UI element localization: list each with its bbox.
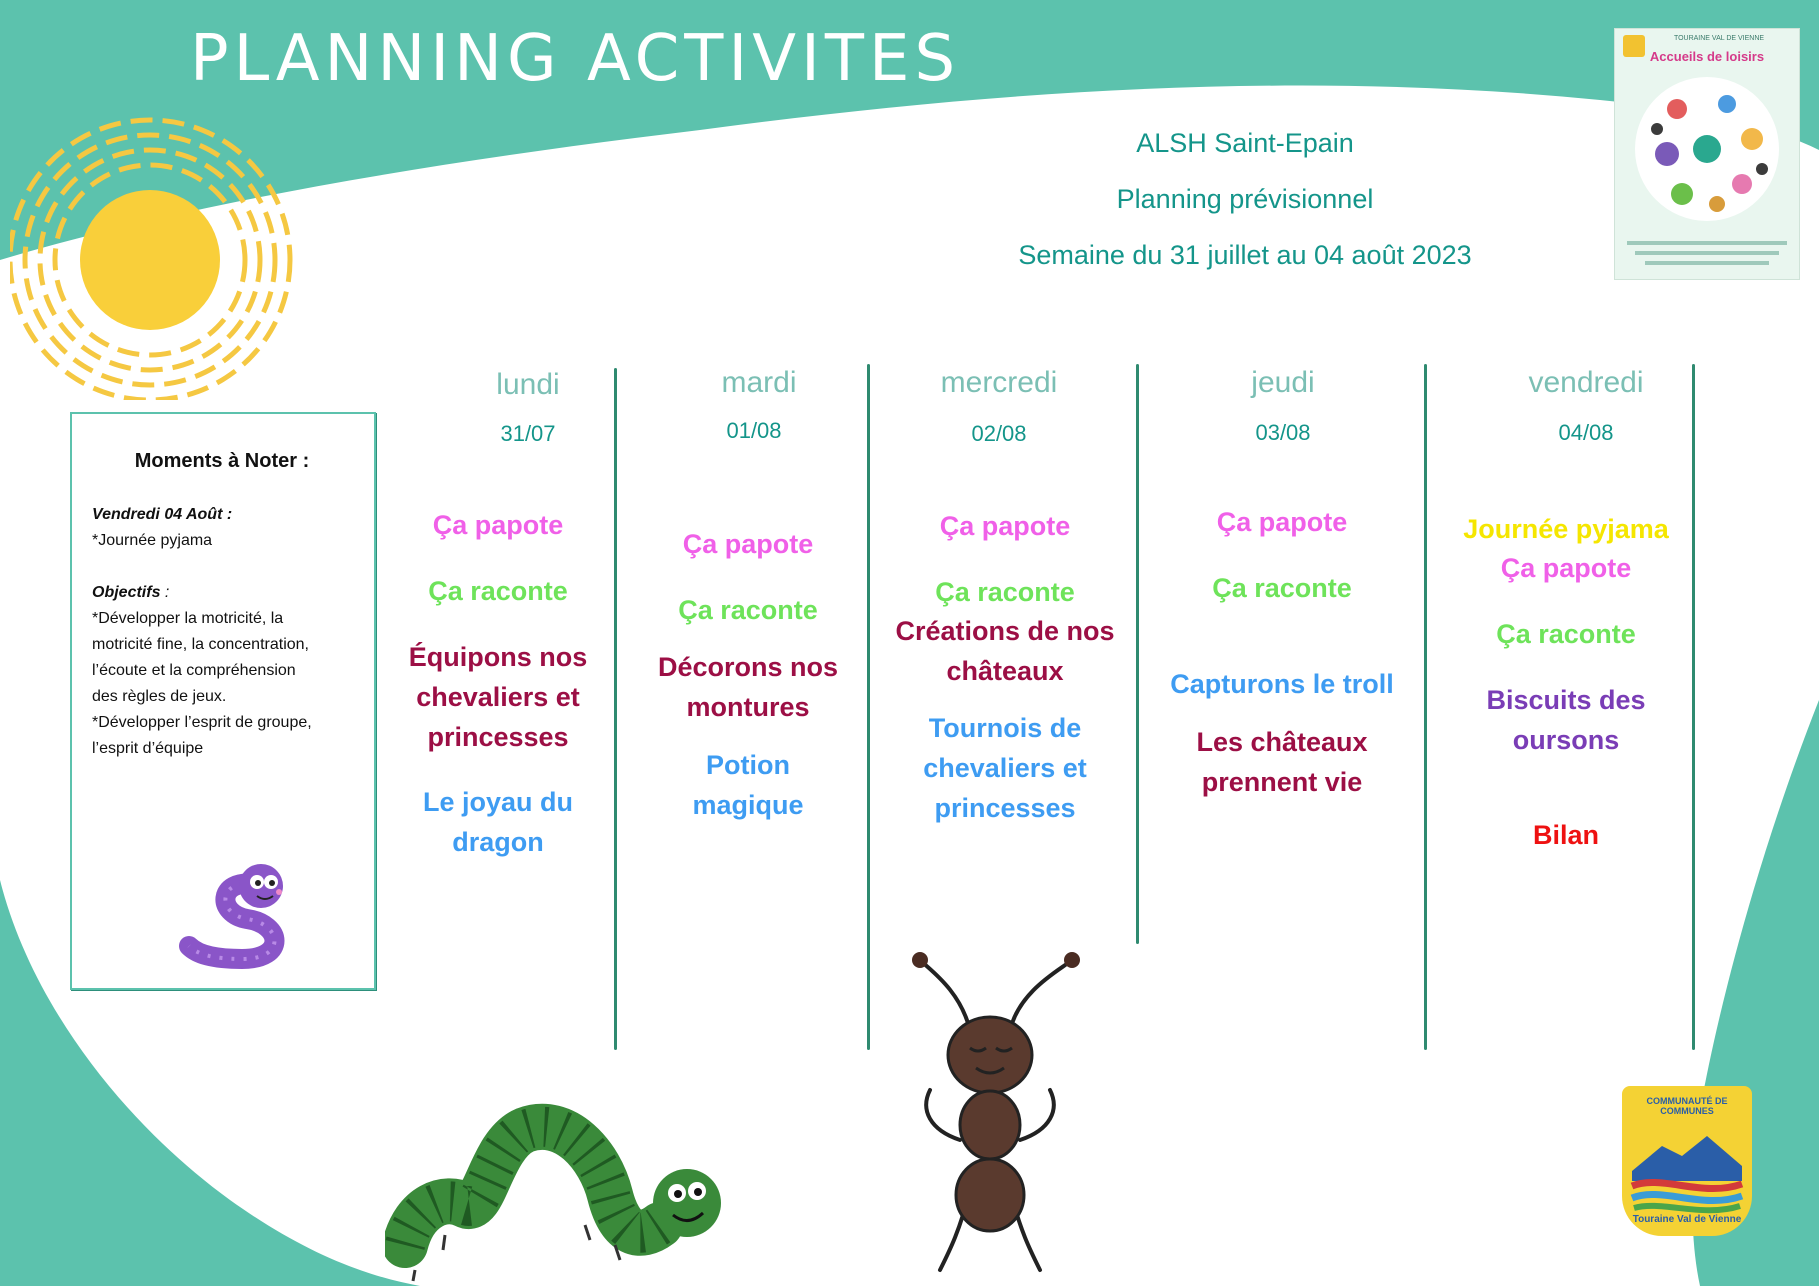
activity: Journée pyjama [1463, 514, 1669, 544]
center-name: ALSH Saint-Epain [1136, 128, 1354, 158]
planning-subtitle: Planning prévisionnel [1116, 184, 1374, 214]
notes-event-heading: Vendredi 04 Août : [92, 506, 233, 523]
activity: Biscuits des oursons [1486, 685, 1646, 755]
column-divider [1692, 364, 1695, 1050]
column-divider [1136, 364, 1139, 944]
notes-objectives-colon: : [160, 584, 170, 601]
activity: Tournois de chevaliers et princesses [923, 713, 1087, 823]
activity: Ça papote [1500, 553, 1632, 583]
day-date: 04/08 [1558, 420, 1614, 445]
week-range: Semaine du 31 juillet au 04 août 2023 [1018, 240, 1472, 270]
day-date: 03/08 [1255, 420, 1311, 445]
activity: Ça papote [939, 511, 1071, 541]
worm-icon [177, 864, 307, 974]
activity: Ça papote [1216, 507, 1348, 537]
activity: Créations de nos châteaux [895, 616, 1115, 686]
activity: Ça raconte [678, 595, 818, 625]
poster-thumbnail [1614, 28, 1800, 280]
activity: Décorons nos montures [657, 652, 839, 722]
notes-objective-line: *Développer la motricité, la [92, 610, 284, 627]
day-date: 31/07 [500, 421, 556, 446]
notes-objective-line: *Développer l’esprit de groupe, [92, 714, 312, 731]
notes-objectives-heading: Objectifs [92, 584, 161, 601]
community-logo [1622, 1086, 1752, 1236]
ant-icon [890, 940, 1110, 1280]
day-name: lundi [496, 368, 560, 401]
page-title: PLANNING ACTIVITES [190, 22, 961, 96]
activity: Ça raconte [1496, 619, 1636, 649]
notes-event-text: *Journée pyjama [92, 532, 213, 549]
activity: Équipons nos chevaliers et princesses [408, 642, 588, 752]
activity: Capturons le troll [1170, 669, 1394, 699]
day-name: vendredi [1528, 366, 1644, 399]
notes-objective-line: l’écoute et la compréhension [92, 662, 296, 679]
day-name: mercredi [940, 366, 1058, 399]
activity: Potion magique [692, 750, 804, 820]
activity: Ça raconte [1212, 573, 1352, 603]
day-date: 02/08 [971, 421, 1027, 446]
activity: Bilan [1532, 820, 1599, 850]
column-divider [1424, 364, 1427, 1050]
activity: Ça papote [432, 510, 564, 540]
notes-objective-line: des règles de jeux. [92, 688, 227, 705]
caterpillar-icon [385, 1085, 745, 1285]
day-name: mardi [721, 366, 797, 399]
notes-objective-line: motricité fine, la concentration, [92, 636, 309, 653]
activity: Le joyau du dragon [422, 787, 574, 857]
logo-top-text: COMMUNAUTÉ DE COMMUNES [1646, 1096, 1728, 1116]
activity: Ça raconte [935, 577, 1075, 607]
notes-title: Moments à Noter : [134, 450, 310, 472]
logo-bottom-text: Touraine Val de Vienne [1632, 1214, 1742, 1225]
activity: Ça raconte [428, 576, 568, 606]
sun-icon [10, 110, 330, 400]
day-date: 01/08 [726, 418, 782, 443]
poster-subheading: TOURAINE VAL DE VIENNE [1673, 35, 1765, 42]
day-name: jeudi [1251, 366, 1315, 399]
activity: Les châteaux prennent vie [1196, 727, 1368, 797]
poster-heading: Accueils de loisirs [1649, 49, 1765, 64]
notes-panel [70, 412, 376, 990]
insects-collage-icon [1627, 69, 1787, 229]
notes-objective-line: l’esprit d’équipe [92, 740, 204, 757]
activity: Ça papote [682, 529, 814, 559]
column-divider [867, 364, 870, 1050]
